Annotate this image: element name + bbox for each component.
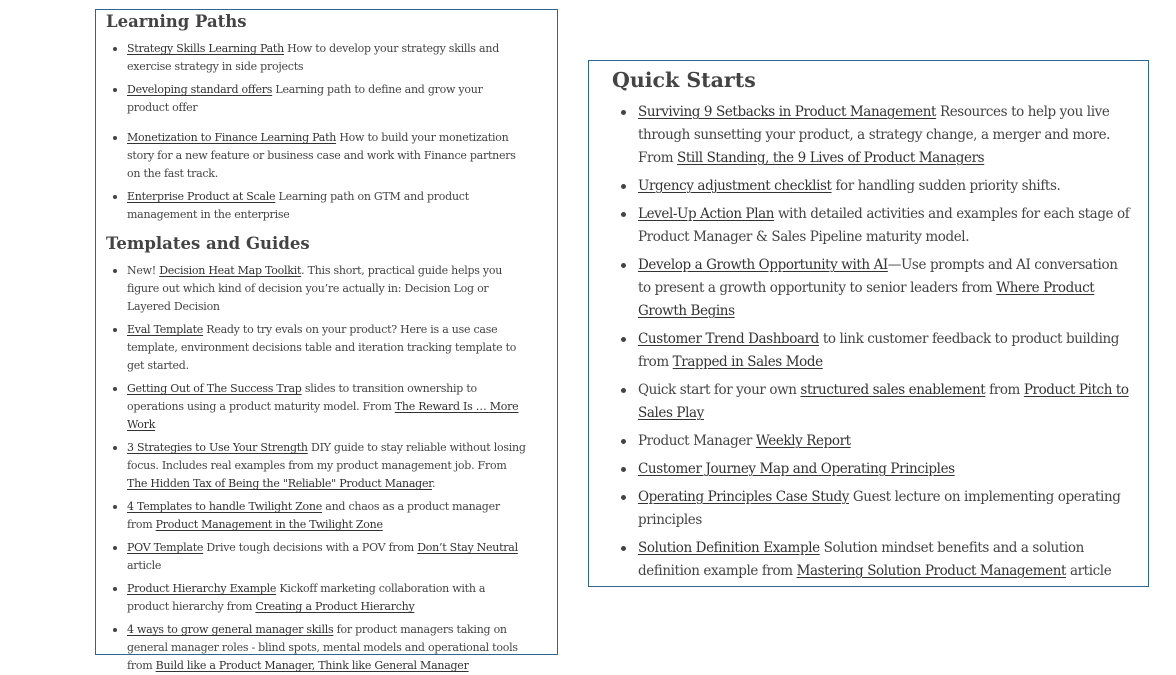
twilight-templates-link[interactable]: 4 Templates to handle Twilight Zone [127, 500, 323, 513]
build-like-pm-link[interactable]: Build like a Product Manager, Think like General Manager [155, 659, 469, 672]
product-hierarchy-example-link[interactable]: Product Hierarchy Example [127, 582, 277, 595]
three-strategies-link[interactable]: 3 Strategies to Use Your Strength [127, 441, 308, 454]
templates-list [96, 262, 557, 675]
item-suffix: article [1066, 563, 1112, 579]
item-text: for product managers taking on general manager roles - blind spots, mental models and operational tools from [127, 623, 518, 672]
item-text: with detailed activities and examples for each stage of Product Manager & Sales Pipeline maturity model. [638, 206, 1130, 245]
dont-stay-neutral-link[interactable]: Don’t Stay Neutral [417, 541, 518, 554]
templates-heading: Templates and Guides [106, 234, 310, 253]
weekly-report-link[interactable]: Weekly Report [755, 433, 851, 449]
list-item [127, 580, 527, 616]
list-item [127, 262, 527, 316]
item-text: Resources to help you live through sunsetting your product, a strategy change, a merger and more. From [638, 104, 1111, 166]
operating-principles-case-link[interactable]: Operating Principles Case Study [638, 489, 849, 505]
trapped-sales-mode-link[interactable]: Trapped in Sales Mode [672, 354, 823, 370]
reward-more-work-link[interactable]: The Reward Is … More Work [127, 400, 519, 431]
item-text: Guest lecture on implementing operating principles [638, 489, 1121, 528]
item-text: slides to transition ownership to operations using a product maturity model. From [127, 382, 477, 413]
still-standing-link[interactable]: Still Standing, the 9 Lives of Product Managers [677, 150, 985, 166]
item-text: How to build your monetization story for a new feature or business case and work with Finance partners on the fast track. [127, 131, 516, 180]
list-item [127, 188, 527, 224]
item-text: Learning path to define and grow your product offer [127, 83, 483, 114]
urgency-checklist-link[interactable]: Urgency adjustment checklist [638, 178, 832, 194]
list-item [638, 175, 1133, 198]
item-text: How to develop your strategy skills and exercise strategy in side projects [127, 42, 499, 73]
list-item [638, 537, 1133, 583]
list-item [638, 379, 1133, 425]
item-text: Solution mindset benefits and a solution definition example from [638, 540, 1084, 579]
eval-template-link[interactable]: Eval Template [127, 323, 204, 336]
list-item [638, 101, 1133, 170]
item-text: Drive tough decisions with a POV from [203, 541, 418, 554]
list-item [127, 129, 527, 183]
hidden-tax-link[interactable]: The Hidden Tax of Being the "Reliable" Product Manager [127, 477, 433, 490]
customer-trend-dashboard-link[interactable]: Customer Trend Dashboard [638, 331, 819, 347]
list-item [638, 486, 1133, 532]
item-text: DIY guide to stay reliable without losing focus. Includes real examples from my product management job. From [127, 441, 526, 472]
item-suffix: article [127, 559, 162, 572]
item-text: —Use prompts and AI conversation to present a growth opportunity to senior leaders from [638, 257, 1118, 296]
gm-skills-link[interactable]: 4 ways to grow general manager skills [127, 623, 334, 636]
item-text: Learning path on GTM and product management in the enterprise [127, 190, 469, 221]
item-text: to link customer feedback to product building from [638, 331, 1120, 370]
item-text: . This short, practical guide helps you figure out which kind of decision you’re actually in: Decision Log or Layered Decision [127, 264, 503, 313]
item-text: for handling sudden priority shifts. [831, 178, 1061, 194]
item-prefix: Product Manager [638, 433, 756, 449]
list-item [638, 254, 1133, 323]
surviving-setbacks-link[interactable]: Surviving 9 Setbacks in Product Management [638, 104, 937, 120]
quick-starts-list [589, 101, 1148, 583]
learning-paths-heading: Learning Paths [106, 12, 247, 31]
list-item [127, 321, 527, 375]
monetization-link[interactable]: Monetization to Finance Learning Path [127, 131, 337, 144]
list-item [127, 380, 527, 434]
list-item [127, 40, 527, 76]
creating-hierarchy-link[interactable]: Creating a Product Hierarchy [255, 600, 415, 613]
item-text: Kickoff marketing collaboration with a product hierarchy from [127, 582, 486, 613]
item-suffix: . [432, 477, 436, 490]
enterprise-product-link[interactable]: Enterprise Product at Scale [127, 190, 276, 203]
list-item [127, 539, 527, 575]
list-item [127, 439, 527, 493]
sales-enablement-link[interactable]: structured sales enablement [800, 382, 986, 398]
list-item [127, 621, 527, 675]
growth-opportunity-link[interactable]: Develop a Growth Opportunity with AI [638, 257, 888, 273]
item-prefix: Quick start for your own [638, 382, 801, 398]
twilight-zone-link[interactable]: Product Management in the Twilight Zone [155, 518, 383, 531]
list-item [638, 328, 1133, 374]
solution-definition-link[interactable]: Solution Definition Example [638, 540, 820, 556]
list-item [127, 81, 527, 117]
pov-template-link[interactable]: POV Template [127, 541, 204, 554]
list-item [127, 498, 527, 534]
mastering-solution-pm-link[interactable]: Mastering Solution Product Management [796, 563, 1067, 579]
list-item [638, 458, 1133, 481]
item-text: Ready to try evals on your product? Here is a use case template, environment decisions table and iteration tracking template to get started. [127, 323, 517, 372]
list-item [638, 430, 1133, 453]
pitch-to-sales-play-link[interactable]: Product Pitch to Sales Play [638, 382, 1129, 421]
list-item [638, 203, 1133, 249]
level-up-plan-link[interactable]: Level-Up Action Plan [638, 206, 775, 222]
decision-heat-map-link[interactable]: Decision Heat Map Toolkit [159, 264, 302, 277]
item-text: and chaos as a product manager from [127, 500, 500, 531]
quick-starts-heading: Quick Starts [612, 68, 756, 92]
customer-journey-map-link[interactable]: Customer Journey Map and Operating Principles [638, 461, 955, 477]
right-panel [588, 60, 1149, 587]
where-growth-begins-link[interactable]: Where Product Growth Begins [638, 280, 1095, 319]
standard-offers-link[interactable]: Developing standard offers [127, 83, 273, 96]
item-prefix: New! [127, 264, 160, 277]
item-text: from [985, 382, 1024, 398]
success-trap-link[interactable]: Getting Out of The Success Trap [127, 382, 302, 395]
strategy-skills-link[interactable]: Strategy Skills Learning Path [127, 42, 284, 55]
learning-paths-list [96, 40, 557, 224]
left-panel [95, 9, 558, 672]
